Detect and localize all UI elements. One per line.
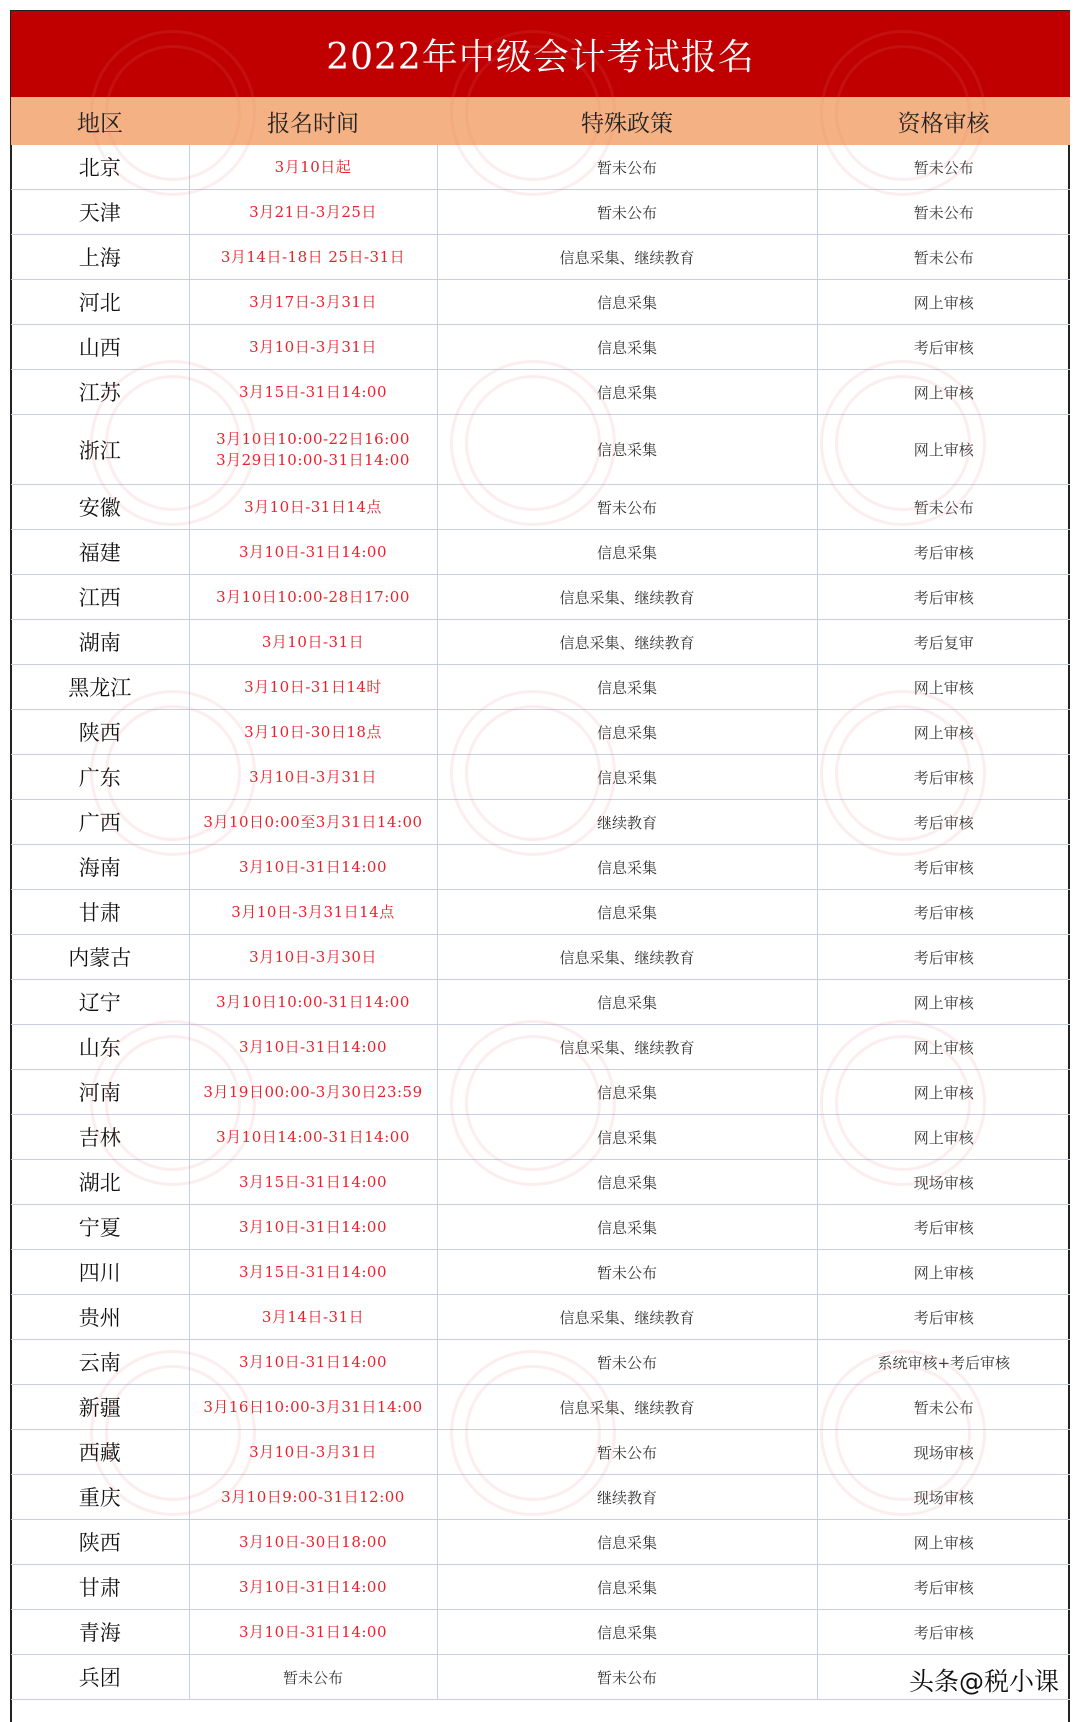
special-policy-cell: 信息采集 xyxy=(437,890,817,935)
special-policy-cell: 暂未公布 xyxy=(437,145,817,190)
region-cell: 重庆 xyxy=(11,1475,189,1520)
qualification-review-cell: 暂未公布 xyxy=(817,190,1070,235)
table-row xyxy=(11,370,1070,415)
registration-time-cell: 3月10日-31日14:00 xyxy=(189,1205,437,1250)
region-cell: 新疆 xyxy=(11,1385,189,1430)
registration-time-cell: 3月10日-31日14时 xyxy=(189,665,437,710)
registration-time-cell: 3月10日-30日18:00 xyxy=(189,1520,437,1565)
registration-time-cell: 3月10日10:00-31日14:00 xyxy=(189,980,437,1025)
qualification-review-cell: 网上审核 xyxy=(817,1070,1070,1115)
table-row xyxy=(11,1340,1070,1385)
registration-time-cell: 3月21日-3月25日 xyxy=(189,190,437,235)
page-title: 2022年中级会计考试报名 xyxy=(11,11,1070,97)
region-cell: 湖南 xyxy=(11,620,189,665)
registration-time-cell: 3月10日-31日14:00 xyxy=(189,530,437,575)
special-policy-cell: 信息采集、继续教育 xyxy=(437,575,817,620)
header-special-policy: 特殊政策 xyxy=(437,97,817,145)
table-row xyxy=(11,145,1070,190)
special-policy-cell: 信息采集、继续教育 xyxy=(437,1385,817,1430)
special-policy-cell: 信息采集 xyxy=(437,325,817,370)
region-cell: 山西 xyxy=(11,325,189,370)
special-policy-cell: 信息采集 xyxy=(437,1160,817,1205)
special-policy-cell: 信息采集 xyxy=(437,665,817,710)
registration-time-cell: 暂未公布 xyxy=(189,1655,437,1700)
table-row xyxy=(11,1025,1070,1070)
registration-time-cell: 3月14日-31日 xyxy=(189,1295,437,1340)
qualification-review-cell: 现场审核 xyxy=(817,1475,1070,1520)
registration-time-cell: 3月10日-31日14:00 xyxy=(189,1340,437,1385)
table-row xyxy=(11,1160,1070,1205)
special-policy-cell: 信息采集 xyxy=(437,710,817,755)
table-row xyxy=(11,620,1070,665)
region-cell: 山东 xyxy=(11,1025,189,1070)
table-row xyxy=(11,710,1070,755)
region-cell: 兵团 xyxy=(11,1655,189,1700)
special-policy-cell: 信息采集 xyxy=(437,1205,817,1250)
special-policy-cell: 暂未公布 xyxy=(437,1340,817,1385)
registration-time-cell: 3月19日00:00-3月30日23:59 xyxy=(189,1070,437,1115)
qualification-review-cell: 暂未公布 xyxy=(817,235,1070,280)
table-header-row xyxy=(11,97,1070,145)
special-policy-cell: 信息采集 xyxy=(437,530,817,575)
special-policy-cell: 信息采集 xyxy=(437,370,817,415)
special-policy-cell: 信息采集 xyxy=(437,845,817,890)
region-cell: 安徽 xyxy=(11,485,189,530)
table-row xyxy=(11,1205,1070,1250)
registration-time-cell: 3月10日0:00至3月31日14:00 xyxy=(189,800,437,845)
region-cell: 四川 xyxy=(11,1250,189,1295)
region-cell: 黑龙江 xyxy=(11,665,189,710)
region-cell: 云南 xyxy=(11,1340,189,1385)
table-row xyxy=(11,800,1070,845)
qualification-review-cell: 网上审核 xyxy=(817,1115,1070,1160)
header-registration-time: 报名时间 xyxy=(189,97,437,145)
registration-table xyxy=(11,97,1070,1700)
qualification-review-cell: 网上审核 xyxy=(817,1025,1070,1070)
special-policy-cell: 信息采集 xyxy=(437,280,817,325)
special-policy-cell: 信息采集 xyxy=(437,415,817,485)
qualification-review-cell: 网上审核 xyxy=(817,415,1070,485)
qualification-review-cell: 考后审核 xyxy=(817,845,1070,890)
table-row xyxy=(11,575,1070,620)
qualification-review-cell: 暂未公布 xyxy=(817,145,1070,190)
special-policy-cell: 暂未公布 xyxy=(437,1430,817,1475)
table-row xyxy=(11,1565,1070,1610)
registration-time-cell: 3月10日-3月31日 xyxy=(189,325,437,370)
qualification-review-cell: 考后审核 xyxy=(817,890,1070,935)
registration-time-cell: 3月10日-3月31日 xyxy=(189,755,437,800)
special-policy-cell: 信息采集 xyxy=(437,1520,817,1565)
header-qualification-review: 资格审核 xyxy=(817,97,1070,145)
qualification-review-cell: 考后审核 xyxy=(817,935,1070,980)
region-cell: 上海 xyxy=(11,235,189,280)
region-cell: 北京 xyxy=(11,145,189,190)
region-cell: 江西 xyxy=(11,575,189,620)
registration-time-cell: 3月10日-3月31日 xyxy=(189,1430,437,1475)
special-policy-cell: 继续教育 xyxy=(437,800,817,845)
special-policy-cell: 暂未公布 xyxy=(437,190,817,235)
registration-time-cell: 3月10日10:00-28日17:00 xyxy=(189,575,437,620)
special-policy-cell: 信息采集 xyxy=(437,980,817,1025)
special-policy-cell: 信息采集、继续教育 xyxy=(437,935,817,980)
registration-time-cell: 3月10日-31日 xyxy=(189,620,437,665)
special-policy-cell: 信息采集 xyxy=(437,1115,817,1160)
qualification-review-cell: 网上审核 xyxy=(817,280,1070,325)
qualification-review-cell: 网上审核 xyxy=(817,370,1070,415)
region-cell: 天津 xyxy=(11,190,189,235)
qualification-review-cell: 考后审核 xyxy=(817,1205,1070,1250)
registration-time-cell: 3月10日-3月30日 xyxy=(189,935,437,980)
qualification-review-cell: 考后审核 xyxy=(817,800,1070,845)
table-row xyxy=(11,325,1070,370)
region-cell: 陕西 xyxy=(11,710,189,755)
region-cell: 广东 xyxy=(11,755,189,800)
qualification-review-cell: 考后审核 xyxy=(817,1565,1070,1610)
table-row xyxy=(11,1520,1070,1565)
table-row xyxy=(11,530,1070,575)
registration-time-cell: 3月10日-31日14:00 xyxy=(189,1610,437,1655)
table-row xyxy=(11,1070,1070,1115)
registration-time-cell: 3月10日10:00-22日16:00 3月29日10:00-31日14:00 xyxy=(189,415,437,485)
table-row xyxy=(11,1115,1070,1160)
special-policy-cell: 信息采集 xyxy=(437,1565,817,1610)
region-cell: 陕西 xyxy=(11,1520,189,1565)
special-policy-cell: 信息采集、继续教育 xyxy=(437,1295,817,1340)
qualification-review-cell: 网上审核 xyxy=(817,980,1070,1025)
qualification-review-cell: 网上审核 xyxy=(817,1520,1070,1565)
table-row xyxy=(11,935,1070,980)
qualification-review-cell: 考后审核 xyxy=(817,575,1070,620)
qualification-review-cell: 考后审核 xyxy=(817,325,1070,370)
table-row xyxy=(11,1295,1070,1340)
table-row xyxy=(11,1430,1070,1475)
region-cell: 河南 xyxy=(11,1070,189,1115)
qualification-review-cell: 暂未公布 xyxy=(817,485,1070,530)
region-cell: 湖北 xyxy=(11,1160,189,1205)
registration-time-cell: 3月10日-31日14:00 xyxy=(189,1565,437,1610)
header-region: 地区 xyxy=(11,97,189,145)
table-row xyxy=(11,1385,1070,1430)
registration-time-cell: 3月15日-31日14:00 xyxy=(189,370,437,415)
region-cell: 西藏 xyxy=(11,1430,189,1475)
region-cell: 辽宁 xyxy=(11,980,189,1025)
qualification-review-cell: 考后审核 xyxy=(817,1610,1070,1655)
qualification-review-cell: 考后复审 xyxy=(817,620,1070,665)
special-policy-cell: 信息采集、继续教育 xyxy=(437,620,817,665)
qualification-review-cell: 网上审核 xyxy=(817,665,1070,710)
table-row xyxy=(11,1610,1070,1655)
region-cell: 河北 xyxy=(11,280,189,325)
credit-watermark: 头条@税小课 xyxy=(908,1667,1059,1696)
region-cell: 贵州 xyxy=(11,1295,189,1340)
region-cell: 甘肃 xyxy=(11,890,189,935)
special-policy-cell: 信息采集 xyxy=(437,1070,817,1115)
special-policy-cell: 暂未公布 xyxy=(437,1655,817,1700)
region-cell: 宁夏 xyxy=(11,1205,189,1250)
registration-time-cell: 3月10日-3月31日14点 xyxy=(189,890,437,935)
region-cell: 海南 xyxy=(11,845,189,890)
table-row xyxy=(11,190,1070,235)
region-cell: 广西 xyxy=(11,800,189,845)
special-policy-cell: 信息采集、继续教育 xyxy=(437,235,817,280)
table-row xyxy=(11,235,1070,280)
qualification-review-cell: 考后审核 xyxy=(817,1295,1070,1340)
registration-time-cell: 3月15日-31日14:00 xyxy=(189,1160,437,1205)
region-cell: 内蒙古 xyxy=(11,935,189,980)
special-policy-cell: 信息采集 xyxy=(437,1610,817,1655)
table-row xyxy=(11,485,1070,530)
registration-time-cell: 3月10日-31日14:00 xyxy=(189,845,437,890)
registration-time-cell: 3月10日-31日14:00 xyxy=(189,1025,437,1070)
table-row xyxy=(11,845,1070,890)
special-policy-cell: 信息采集 xyxy=(437,755,817,800)
registration-time-cell: 3月10日起 xyxy=(189,145,437,190)
qualification-review-cell: 暂未公布 xyxy=(817,1385,1070,1430)
registration-time-cell: 3月14日-18日 25日-31日 xyxy=(189,235,437,280)
registration-time-cell: 3月15日-31日14:00 xyxy=(189,1250,437,1295)
special-policy-cell: 暂未公布 xyxy=(437,1250,817,1295)
region-cell: 青海 xyxy=(11,1610,189,1655)
qualification-review-cell: 网上审核 xyxy=(817,710,1070,755)
table-row xyxy=(11,665,1070,710)
table-row xyxy=(11,755,1070,800)
region-cell: 甘肃 xyxy=(11,1565,189,1610)
registration-time-cell: 3月16日10:00-3月31日14:00 xyxy=(189,1385,437,1430)
special-policy-cell: 暂未公布 xyxy=(437,485,817,530)
table-row xyxy=(11,890,1070,935)
qualification-review-cell: 现场审核 xyxy=(817,1430,1070,1475)
table-row xyxy=(11,280,1070,325)
region-cell: 吉林 xyxy=(11,1115,189,1160)
qualification-review-cell: 系统审核+考后审核 xyxy=(817,1340,1070,1385)
registration-time-cell: 3月17日-3月31日 xyxy=(189,280,437,325)
qualification-review-cell: 网上审核 xyxy=(817,1250,1070,1295)
region-cell: 浙江 xyxy=(11,415,189,485)
qualification-review-cell: 考后审核 xyxy=(817,530,1070,575)
special-policy-cell: 继续教育 xyxy=(437,1475,817,1520)
registration-time-cell: 3月10日-30日18点 xyxy=(189,710,437,755)
registration-time-cell: 3月10日9:00-31日12:00 xyxy=(189,1475,437,1520)
registration-time-cell: 3月10日-31日14点 xyxy=(189,485,437,530)
qualification-review-cell: 考后审核 xyxy=(817,755,1070,800)
table-row xyxy=(11,980,1070,1025)
table-row xyxy=(11,1475,1070,1520)
special-policy-cell: 信息采集、继续教育 xyxy=(437,1025,817,1070)
region-cell: 福建 xyxy=(11,530,189,575)
registration-time-cell: 3月10日14:00-31日14:00 xyxy=(189,1115,437,1160)
table-row xyxy=(11,415,1070,485)
qualification-review-cell: 现场审核 xyxy=(817,1160,1070,1205)
region-cell: 江苏 xyxy=(11,370,189,415)
table-row xyxy=(11,1250,1070,1295)
